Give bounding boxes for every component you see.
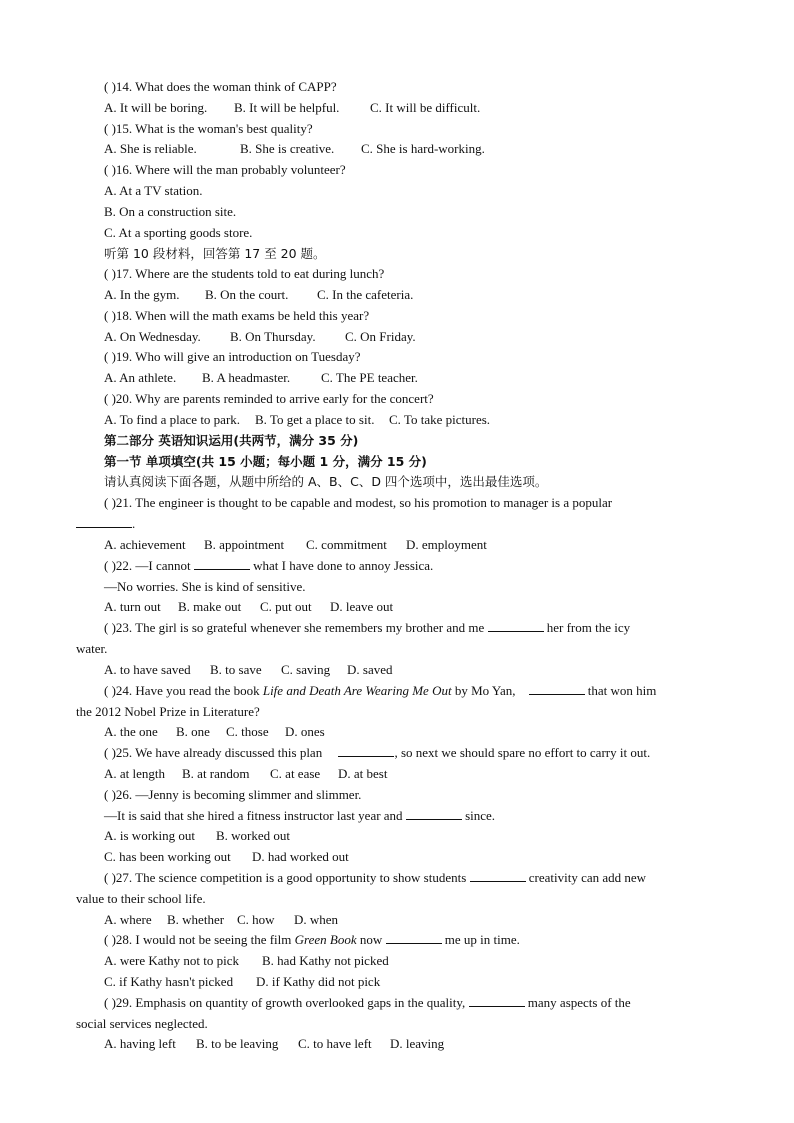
answer-blank <box>406 807 462 820</box>
options-27: A. where B. whether C. how D. when <box>104 912 339 927</box>
answer-blank <box>469 994 525 1007</box>
question-18: ( )18. When will the math exams be held this year? <box>104 308 370 323</box>
options-24: A. the one B. one C. those D. ones <box>104 724 325 739</box>
option-16-a: A. At a TV station. <box>104 183 203 198</box>
question-24: ( )24. Have you read the book Life and Death Are Wearing Me Out by Mo Yan, that won him <box>104 683 657 698</box>
answer-blank <box>470 869 526 882</box>
question-28: ( )28. I would not be seeing the film Green Book now me up in time. <box>104 932 520 947</box>
options-20: A. To find a place to park. B. To get a place to sit. C. To take pictures. <box>104 412 491 427</box>
question-16: ( )16. Where will the man probably volunteer? <box>104 162 346 177</box>
answer-blank <box>488 619 544 632</box>
question-17: ( )17. Where are the students told to eat during lunch? <box>104 266 385 281</box>
option-16-b: B. On a construction site. <box>104 204 237 219</box>
question-24-continued: the 2012 Nobel Prize in Literature? <box>76 704 260 719</box>
question-25: ( )25. We have already discussed this plan , so next we should spare no effort to carry it out. <box>104 745 651 760</box>
question-27-continued: value to their school life. <box>76 891 206 906</box>
question-15: ( )15. What is the woman's best quality? <box>104 121 313 136</box>
question-26: ( )26. —Jenny is becoming slimmer and slimmer. <box>104 787 362 802</box>
question-26-response: —It is said that she hired a fitness instructor last year and since. <box>104 808 496 823</box>
option-16-c: C. At a sporting goods store. <box>104 225 253 240</box>
options-25: A. at length B. at random C. at ease D. at best <box>104 766 388 781</box>
options-21: A. achievement B. appointment C. commitment D. employment <box>104 537 487 552</box>
answer-blank <box>529 682 585 695</box>
answer-blank <box>386 931 442 944</box>
question-29: ( )29. Emphasis on quantity of growth overlooked gaps in the quality, many aspects of the <box>104 995 631 1010</box>
question-21-continued: . <box>0 513 794 534</box>
options-28-cd: C. if Kathy hasn't picked D. if Kathy did not pick <box>104 974 381 989</box>
options-23: A. to have saved B. to save C. saving D. saved <box>104 662 393 677</box>
options-19: A. An athlete. B. A headmaster. C. The PE teacher. <box>104 370 418 385</box>
part-2-heading: 第二部分 英语知识运用(共两节，满分 35 分) <box>104 433 359 448</box>
options-14: A. It will be boring. B. It will be helpful. C. It will be difficult. <box>104 100 481 115</box>
section-1-heading: 第一节 单项填空(共 15 小题；每小题 1 分，满分 15 分) <box>104 454 427 469</box>
question-14: ( )14. What does the woman think of CAPP? <box>104 79 337 94</box>
answer-blank <box>338 744 394 757</box>
question-20: ( )20. Why are parents reminded to arrive early for the concert? <box>104 391 434 406</box>
options-15: A. She is reliable. B. She is creative. C. She is hard-working. <box>104 141 485 156</box>
options-22: A. turn out B. make out C. put out D. leave out <box>104 599 394 614</box>
question-27: ( )27. The science competition is a good opportunity to show students creativity can add new <box>104 870 647 885</box>
options-17: A. In the gym. B. On the court. C. In the cafeteria. <box>104 287 414 302</box>
options-26-ab: A. is working out B. worked out <box>104 828 291 843</box>
question-22-response: —No worries. She is kind of sensitive. <box>104 579 306 594</box>
question-23-continued: water. <box>76 641 108 656</box>
question-23: ( )23. The girl is so grateful whenever she remembers my brother and me her from the icy <box>104 620 631 635</box>
section-1-instruction: 请认真阅读下面各题，从题中所给的 A、B、C、D 四个选项中，选出最佳选项。 <box>104 474 548 489</box>
options-26-cd: C. has been working out D. had worked out <box>104 849 349 864</box>
options-29: A. having left B. to be leaving C. to have left D. leaving <box>104 1036 445 1051</box>
options-18: A. On Wednesday. B. On Thursday. C. On Friday. <box>104 329 416 344</box>
answer-blank <box>76 515 132 528</box>
answer-blank <box>194 557 250 570</box>
question-22: ( )22. —I cannot what I have done to annoy Jessica. <box>104 558 434 573</box>
question-29-continued: social services neglected. <box>76 1016 208 1031</box>
question-21: ( )21. The engineer is thought to be capable and modest, so his promotion to manager is a popular <box>104 495 613 510</box>
options-28-ab: A. were Kathy not to pick B. had Kathy not picked <box>104 953 389 968</box>
question-19: ( )19. Who will give an introduction on Tuesday? <box>104 349 361 364</box>
section-10-instruction: 听第 10 段材料，回答第 17 至 20 题。 <box>104 246 326 261</box>
